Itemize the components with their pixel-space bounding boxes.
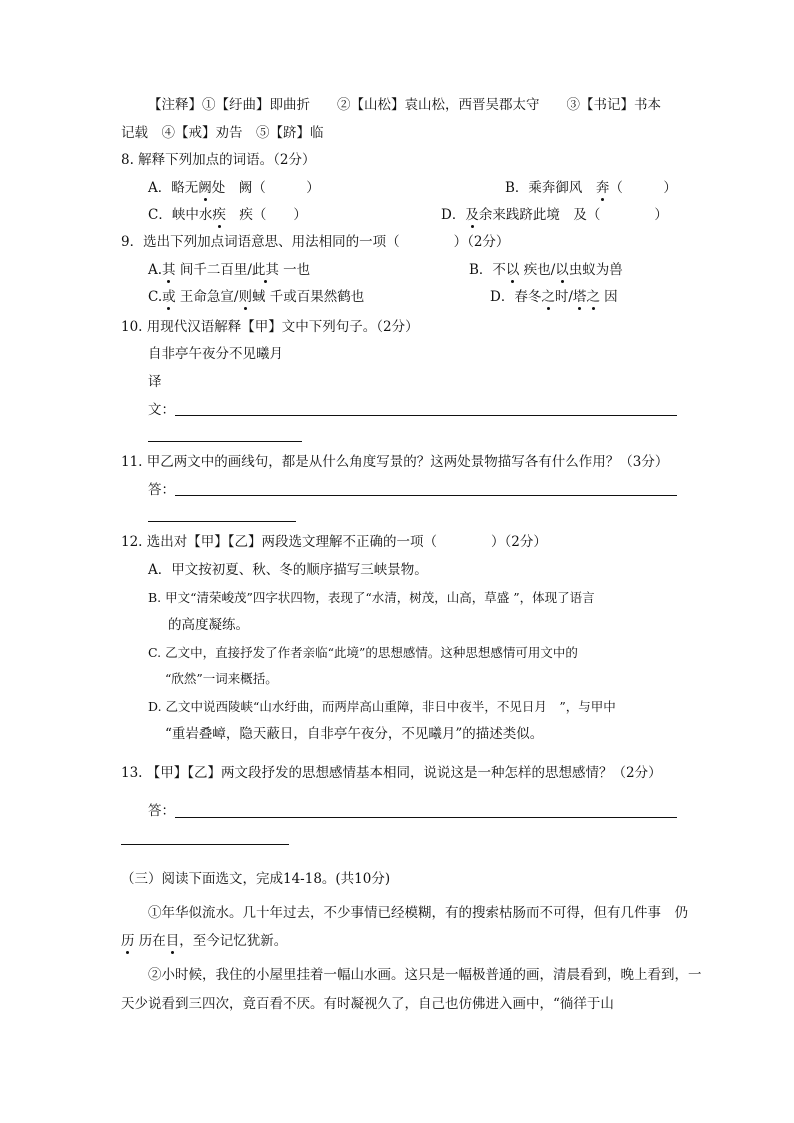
q9-a-mid: 间千二百里/ xyxy=(175,262,252,278)
q8-c-pre: C．峡中水 xyxy=(148,207,213,223)
q13-answer-line-1[interactable] xyxy=(175,817,677,818)
q12-stem: 12. 选出对【甲】【乙】两段选文理解不正确的一项（ ）（2分） xyxy=(121,534,547,550)
q9-d-pre: D．春冬 xyxy=(490,289,542,305)
q9-a-dotted-1: 其 xyxy=(162,262,176,278)
q8-a-post: 处 阙（ ） xyxy=(211,180,320,196)
q9-a-pre: A. xyxy=(148,262,163,278)
p1-mid: 历在 xyxy=(134,933,166,949)
q9-stem: 9．选出下列加点词语意思、用法相同的一项（ ）（2分） xyxy=(121,234,510,250)
q12-option-b-line-2: 的高度凝练。 xyxy=(168,617,249,633)
q9-b-dotted-1: 以 xyxy=(505,262,520,278)
q10-label-2: 文： xyxy=(148,402,175,418)
q9-b-mid: 疾也/ xyxy=(519,262,556,278)
q8-option-a xyxy=(148,179,320,197)
section-3-paragraph-1-line-2 xyxy=(121,932,287,950)
q9-option-c xyxy=(148,288,364,306)
q8-option-c xyxy=(148,206,307,224)
q9-d-dotted-1: 之 xyxy=(541,289,555,305)
section-3-paragraph-2-line-2: 天少说看到三四次，竟百看不厌。有时凝视久了，自己也仿佛进入画中，“徜徉于山 xyxy=(121,996,614,1012)
notes-line-2: 记载 ④【戒】劝告 ⑤【跻】临 xyxy=(121,125,324,141)
q13-answer-label: 答： xyxy=(148,803,175,819)
q9-b-pre: B．不 xyxy=(469,262,506,278)
q8-option-b xyxy=(505,179,677,197)
q9-d-mid: 时/ xyxy=(554,289,573,305)
q8-c-dotted: 疾 xyxy=(212,207,226,223)
q8-a-dotted: 阙 xyxy=(198,180,212,196)
q8-b-pre: B．乘奔御风 xyxy=(505,180,596,196)
q8-a-pre: A．略无 xyxy=(148,180,199,196)
q8-option-d xyxy=(441,206,668,224)
section-3-heading: （三）阅读下面选文，完成14-18。(共10分) xyxy=(121,871,391,887)
q8-d-pre: D． xyxy=(441,207,466,223)
q12-option-c-line-2: “欣然”一词来概括。 xyxy=(165,671,278,686)
q9-a-dotted-2: 此其 xyxy=(251,262,279,278)
section-3-paragraph-1-line-1: ①年华似流水。几十年过去，不少事情已经模糊，有的搜索枯肠而不可得，但有几件事 仍 xyxy=(148,905,688,921)
q11-stem: 11. 甲乙两文中的画线句，都是从什么角度写景的？这两处景物描写各有什么作用？（3分） xyxy=(121,454,669,470)
q9-d-dotted-2: 塔 xyxy=(572,289,587,305)
q9-c-pre: C. xyxy=(148,289,163,305)
q12-option-c-line-1: C. 乙文中，直接抒发了作者亲临“此境”的思想感情。这种思想感情可用文中的 xyxy=(148,645,578,660)
notes-line-1: 【注释】①【纡曲】即曲折 ②【山松】袁山松，西晋吴郡太守 ③【书记】书本 xyxy=(148,97,661,113)
q8-d-post: 余来践跻此境 及（ ） xyxy=(478,207,668,223)
q9-c-dotted-2: 则 xyxy=(238,289,252,305)
q12-option-a: A．甲文按初夏、秋、冬的顺序描写三峡景物。 xyxy=(148,562,428,578)
q8-d-dotted: 及 xyxy=(465,207,479,223)
q10-stem: 10. 用现代汉语解释【甲】文中下列句子。（2分） xyxy=(121,319,419,335)
q11-answer-line-1[interactable] xyxy=(175,495,677,496)
p1-dotted-1: 历 xyxy=(121,933,135,949)
q11-answer-label: 答： xyxy=(148,482,175,498)
q13-stem: 13. 【甲】【乙】两文段抒发的思想感情基本相同，说说这是一种怎样的思想感情？（2分） xyxy=(121,765,662,781)
q9-c-post: 蜮 千或百果然鹤也 xyxy=(251,289,365,305)
q12-option-d-line-1: D. 乙文中说西陵峡“山水纡曲，而两岸高山重障，非日中夜半，不见日月 ”，与甲中 xyxy=(148,699,616,714)
q9-option-b xyxy=(469,261,623,279)
q13-answer-line-2[interactable] xyxy=(121,844,289,845)
q9-d-dotted-3: 之 xyxy=(586,289,600,305)
q9-b-post: 虫蚁为兽 xyxy=(568,262,623,278)
q8-c-post: 疾（ ） xyxy=(225,207,307,223)
q10-answer-line-1[interactable] xyxy=(175,415,677,416)
q8-stem: 8. 解释下列加点的词语。（2分） xyxy=(121,152,316,168)
q8-b-dotted: 奔 xyxy=(595,180,610,196)
p1-post: ，至今记忆犹新。 xyxy=(179,933,288,949)
q12-option-d-line-2: “重岩叠嶂，隐天蔽日，自非亭午夜分，不见曦月”的描述类似。 xyxy=(165,726,544,742)
q10-sentence: 自非亭午夜分不见曦月 xyxy=(148,346,283,362)
q9-c-dotted-1: 或 xyxy=(162,289,176,305)
q9-option-d xyxy=(490,288,618,306)
q9-d-post: 因 xyxy=(599,289,618,305)
q12-option-b-line-1: B. 甲文“清荣峻茂”四字状四物，表现了“水清，树茂，山高，草盛 ”，体现了语言 xyxy=(148,590,595,605)
q9-b-dotted-2: 以 xyxy=(555,262,569,278)
p1-dotted-2: 目 xyxy=(165,933,180,949)
q9-a-post: 一也 xyxy=(278,262,311,278)
q11-answer-line-2[interactable] xyxy=(148,521,296,522)
q10-label-1: 译 xyxy=(148,374,162,390)
q9-c-mid: 王命急宣/ xyxy=(175,289,239,305)
section-3-paragraph-2-line-1: ②小时候，我住的小屋里挂着一幅山水画。这只是一幅极普通的画，清晨看到，晚上看到，一 xyxy=(148,967,702,983)
q10-answer-line-2[interactable] xyxy=(148,441,302,442)
q8-b-post: （ ） xyxy=(609,180,677,196)
q9-option-a xyxy=(148,261,310,279)
